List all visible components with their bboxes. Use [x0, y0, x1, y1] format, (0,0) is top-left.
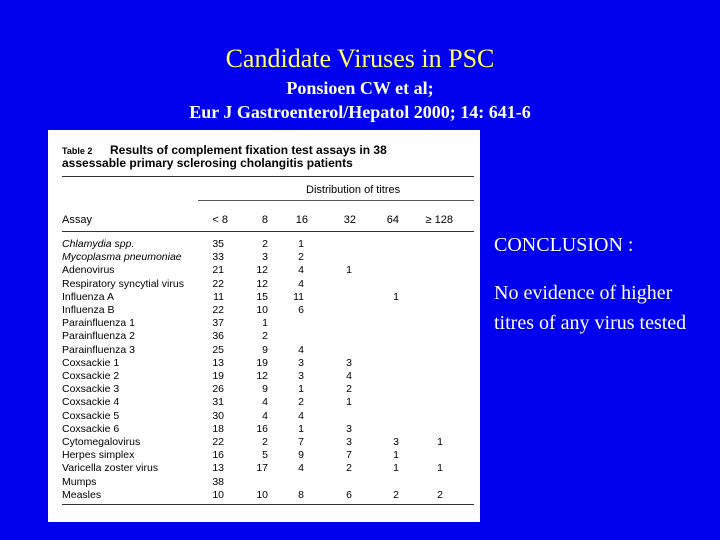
titre-count: 2	[262, 330, 268, 343]
titre-count: 7	[346, 449, 352, 462]
table-caption-line1: Results of complement fixation test assays in 38	[110, 143, 387, 157]
table-row	[48, 383, 480, 395]
header-rule	[62, 231, 474, 232]
titre-count: 4	[298, 343, 304, 356]
conclusion-heading: CONCLUSION :	[494, 234, 634, 256]
titre-count: 4	[298, 277, 304, 290]
conclusion-text: No evidence of higher titres of any virus tested	[494, 282, 687, 334]
titre-count: 1	[298, 383, 304, 396]
titre-count: 30	[212, 409, 224, 422]
assay-name: Influenza A	[62, 290, 114, 303]
table-row	[48, 330, 480, 342]
titre-count: 2	[298, 251, 304, 264]
titre-count: 1	[262, 317, 268, 330]
table-image-panel	[48, 130, 480, 522]
assay-name: Mumps	[62, 475, 97, 488]
assay-name: Parainfluenza 1	[62, 317, 135, 330]
table-row	[48, 449, 480, 461]
assay-name: Parainfluenza 3	[62, 343, 135, 356]
titre-count: 10	[212, 488, 224, 501]
assay-name: Parainfluenza 2	[62, 330, 135, 343]
header-32: 32	[343, 214, 356, 226]
titre-count: 15	[256, 290, 268, 303]
citation-authors: Ponsioen CW et al;	[286, 78, 434, 98]
titre-count: 26	[212, 383, 224, 396]
titre-count: 12	[256, 277, 268, 290]
table-header-row	[48, 214, 480, 228]
titre-count: 9	[262, 383, 268, 396]
titre-count: 9	[262, 343, 268, 356]
titre-count: 35	[212, 238, 224, 250]
titre-count: 9	[298, 449, 304, 462]
assay-name: Adenovirus	[62, 264, 115, 277]
table-caption-line2: assessable primary sclerosing cholangitis patients	[62, 156, 353, 170]
titre-count: 2	[346, 462, 352, 475]
header-ge128: ≥ 128	[425, 214, 453, 226]
table-row	[48, 436, 480, 448]
table-row	[48, 317, 480, 329]
titre-count: 31	[212, 396, 224, 409]
titre-count: 12	[256, 370, 268, 382]
table-row	[48, 476, 480, 488]
titre-count: 4	[346, 370, 352, 382]
table-row	[48, 410, 480, 422]
titre-count: 2	[346, 383, 352, 396]
titre-count: 2	[437, 488, 443, 501]
table-row	[48, 251, 480, 263]
titre-count: 4	[262, 409, 268, 422]
table-row	[48, 370, 480, 382]
titre-count: 11	[213, 290, 224, 303]
table-top-rule	[62, 176, 474, 177]
titre-count: 1	[346, 396, 352, 409]
table-number: Table 2	[62, 146, 93, 156]
titre-count: 3	[298, 370, 304, 382]
slide-title: Candidate Viruses in PSC	[225, 44, 495, 73]
titre-count: 38	[212, 475, 224, 488]
titre-count: 3	[346, 436, 352, 448]
titre-count: 1	[437, 436, 443, 448]
table-row	[48, 238, 480, 250]
header-16: 16	[295, 214, 308, 226]
header-lt8: < 8	[212, 214, 228, 226]
titre-count: 17	[256, 462, 268, 475]
titre-count: 13	[212, 356, 224, 369]
table-bottom-rule	[62, 504, 474, 505]
titre-count: 2	[298, 396, 304, 409]
titre-count: 33	[212, 251, 224, 264]
table-row	[48, 304, 480, 316]
titre-count: 22	[212, 436, 224, 448]
titre-count: 6	[298, 304, 304, 316]
assay-name: Coxsackie 6	[62, 422, 120, 435]
titre-count: 19	[256, 356, 268, 369]
titre-count: 19	[212, 370, 224, 382]
header-8: 8	[261, 214, 268, 226]
titre-count: 5	[262, 449, 268, 462]
titre-count: 1	[298, 422, 304, 435]
titre-count: 10	[256, 488, 268, 501]
titre-count: 3	[346, 356, 352, 369]
table-row	[48, 264, 480, 276]
titre-count: 4	[298, 462, 304, 475]
titre-count: 16	[256, 422, 268, 435]
table-row	[48, 278, 480, 290]
titre-count: 3	[298, 356, 304, 369]
titre-count: 4	[298, 409, 304, 422]
titre-count: 18	[212, 422, 224, 435]
titre-count: 13	[212, 462, 224, 475]
titre-count: 3	[346, 422, 352, 435]
titre-count: 4	[262, 396, 268, 409]
titre-count: 1	[437, 462, 443, 475]
citation-journal: Eur J Gastroenterol/Hepatol 2000; 14: 641-6	[189, 102, 531, 122]
distribution-header: Distribution of titres	[306, 184, 401, 196]
header-64: 64	[386, 214, 399, 226]
table-row	[48, 423, 480, 435]
assay-name: Mycoplasma pneumoniae	[62, 251, 182, 264]
titre-count: 1	[393, 449, 399, 462]
titre-count: 22	[212, 277, 224, 290]
titre-count: 10	[256, 304, 268, 316]
assay-name: Chlamydia spp.	[62, 238, 135, 250]
assay-name: Coxsackie 2	[62, 370, 120, 382]
assay-name: Cytomegalovirus	[62, 436, 141, 448]
titre-count: 12	[256, 264, 268, 277]
titre-count: 2	[393, 488, 399, 501]
titre-count: 21	[212, 264, 224, 277]
table-row	[48, 462, 480, 474]
titre-count: 16	[212, 449, 224, 462]
titre-count: 6	[346, 488, 352, 501]
table-row	[48, 396, 480, 408]
titre-count: 2	[262, 436, 268, 448]
titre-count: 2	[262, 238, 268, 250]
titre-count: 1	[346, 264, 352, 277]
assay-name: Coxsackie 4	[62, 396, 120, 409]
titre-count: 3	[262, 251, 268, 264]
titre-count: 11	[293, 290, 304, 303]
titre-count: 37	[212, 317, 224, 330]
distribution-rule	[198, 200, 474, 201]
table-row	[48, 357, 480, 369]
table-row	[48, 344, 480, 356]
assay-name: Coxsackie 1	[62, 356, 120, 369]
assay-name: Coxsackie 3	[62, 383, 120, 396]
titre-count: 4	[298, 264, 304, 277]
titre-count: 1	[393, 462, 399, 475]
titre-count: 25	[212, 343, 224, 356]
titre-count: 7	[298, 436, 304, 448]
titre-count: 22	[212, 304, 224, 316]
table-row	[48, 489, 480, 501]
titre-count: 8	[298, 488, 304, 501]
assay-name: Coxsackie 5	[62, 409, 120, 422]
assay-name: Measles	[62, 488, 102, 501]
assay-name: Herpes simplex	[62, 449, 135, 462]
titre-count: 36	[212, 330, 224, 343]
assay-name: Varicella zoster virus	[62, 462, 159, 475]
assay-name: Respiratory syncytial virus	[62, 277, 184, 290]
header-assay: Assay	[62, 214, 92, 226]
titre-count: 1	[298, 238, 304, 250]
titre-count: 1	[393, 290, 399, 303]
table-row	[48, 291, 480, 303]
titre-count: 3	[393, 436, 399, 448]
assay-name: Influenza B	[62, 304, 115, 316]
